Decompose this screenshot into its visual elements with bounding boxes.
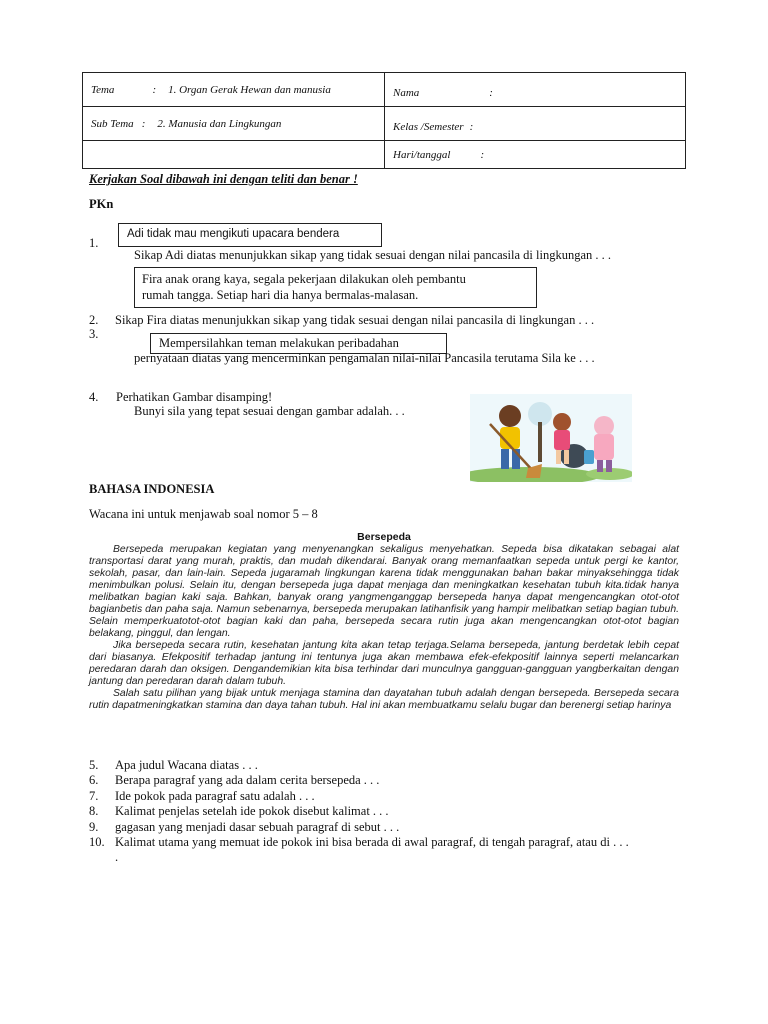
q4-number: 4. (89, 390, 99, 404)
nama-colon: : (489, 86, 493, 99)
passage-paragraph-3: Salah satu pilihan yang bijak untuk menjaga stamina dan dayatahan tubuh adalah dengan bersepeda. Bersepeda secara rutin dapatmeningkatkan stamina dan daya tahan tubuh. Hal ini akan membuatkamu selalu bugar dan berenergi setiap harinya (89, 688, 679, 711)
girl-leg-right (564, 450, 569, 464)
children-cleaning-illustration (470, 394, 632, 482)
question-6 (89, 773, 689, 788)
q2-statement-line1: Fira anak orang kaya, segala pekerjaan dilakukan oleh pembantu (142, 272, 466, 286)
tree-trunk (538, 422, 542, 462)
tema-label: Tema (91, 83, 115, 96)
question-text: Kalimat penjelas setelah ide pokok disebut kalimat . . . (115, 804, 389, 819)
q3-text: pernyataan diatas yang mencerminkan pengamalan nilai-nilai Pancasila terutama Sila ke . . . (134, 351, 595, 365)
question-text: . (115, 850, 119, 865)
boy-leg-left (501, 449, 509, 469)
question-number (89, 850, 115, 865)
q1-text: Sikap Adi diatas menunjukkan sikap yang tidak sesuai dengan nilai pancasila di lingkungan . . . (134, 248, 611, 262)
hijab-girl-head (594, 416, 614, 436)
bahasa-intro: Wacana ini untuk menjawab soal nomor 5 – 8 (89, 507, 318, 521)
question-8 (89, 804, 689, 819)
subtema-value: 2. Manusia dan Lingkungan (157, 117, 282, 130)
question-number: 8. (89, 804, 99, 819)
q3-number: 3. (89, 327, 99, 341)
kelas-cell[interactable] (385, 107, 686, 141)
passage-title: Bersepeda (357, 531, 411, 543)
kelas-colon: : (469, 120, 474, 133)
question-5 (89, 758, 689, 773)
nama-label: Nama (393, 86, 420, 99)
passage-paragraph-1: Bersepeda merupakan kegiatan yang menyenangkan sekaligus menyehatkan. Sepeda bisa dikatakan sebagai alat transportasi darat yang murah, praktis, dan mudah dikendarai. Banyak orang memanfaatkan sepeda untuk pergi ke kantor, sekolah, pasar, dan lain-lain. Sepeda jugaramah lingkungan karena tidak menggunakan bahan bakar minyaksehingga tidak menimbulkan polusi. Selain itu, dengan bersepeda juga dapat menjaga dan meningkatkan kesehatan tubuh kita.tidak hanya melibatkan bagian kaki saja. Bahkan, banyak orang yangmenganggap bersepeda hanya dapat mengencangkan otot-otot bagianbetis dan paha saja. Namun sebenarnya, bersepeda merupakan latihanfisik yang hampir melibatkan setiap bagian tubuh. Selain memperkuatotot-otot bagian kaki dan paha, bersepeda secara rutin juga akan mengencangkan otot-otot bagian belakang, pinggul, dan lengan. (89, 544, 679, 639)
passage-body (89, 544, 679, 712)
hijab-girl-dress (594, 434, 614, 460)
hijab-girl-leg-left (597, 460, 603, 472)
q1-statement-box (118, 223, 382, 247)
question-text: Kalimat utama yang memuat ide pokok ini bisa berada di awal paragraf, di tengah paragraf, atau di . . . (115, 835, 629, 850)
nama-cell[interactable] (385, 73, 686, 107)
q3-statement: Mempersilahkan teman melakukan peribadahan (159, 336, 399, 350)
hari-colon: : (480, 148, 485, 161)
q4-text2: Bunyi sila yang tepat sesuai dengan gambar adalah. . . (134, 404, 405, 418)
passage-paragraph-2: Jika bersepeda secara rutin, kesehatan jantung kita akan tetap terjaga.Selama bersepeda, jantung berdetak lebih cepat dari biasanya. Efekpositif terhadap jantung ini tentunya juga akan membawa efek-efekpositif lainnya seperti melancarkan peredaran darah dan oksigen. Dengandemikian kita bisa terhindar dari munculnya gangguan-gangguan yangberkaitan dengan jantung dan peredaran darah dalam tubuh. (89, 640, 679, 687)
subtema-colon: : (141, 117, 146, 130)
question-9 (89, 820, 689, 835)
q1-number: 1. (89, 236, 99, 250)
question-number: 9. (89, 819, 99, 834)
q4-text1: Perhatikan Gambar disamping! (116, 390, 273, 404)
question-number: 10. (89, 835, 105, 850)
question-7 (89, 789, 689, 804)
q2-statement-box (134, 267, 537, 308)
hijab-girl-leg-right (606, 460, 612, 472)
pkn-heading: PKn (89, 197, 114, 211)
instruction-text: Kerjakan Soal dibawah ini dengan teliti dan benar ! (89, 172, 358, 186)
question-text: Apa judul Wacana diatas . . . (115, 758, 258, 772)
girl-dress (554, 430, 570, 450)
question-list (89, 758, 689, 866)
question-number: 6. (89, 773, 99, 788)
empty-cell (83, 141, 385, 169)
bahasa-heading: BAHASA INDONESIA (89, 482, 215, 496)
tema-cell (83, 73, 385, 107)
question-10-continuation (89, 850, 689, 865)
q2-number: 2. (89, 313, 99, 327)
hari-label: Hari/tanggal (393, 148, 451, 161)
question-text: Ide pokok pada paragraf satu adalah . . . (115, 788, 315, 803)
q1-statement: Adi tidak mau mengikuti upacara bendera (127, 228, 340, 240)
subtema-cell (83, 107, 385, 141)
question-number: 5. (89, 758, 99, 772)
question-text: Berapa paragraf yang ada dalam cerita bersepeda . . . (115, 773, 380, 788)
hari-cell[interactable] (385, 141, 686, 169)
identity-table (82, 72, 686, 169)
girl-leg-left (556, 450, 561, 464)
q2-text: Sikap Fira diatas menunjukkan sikap yang tidak sesuai dengan nilai pancasila di lingkungan . . . (115, 313, 595, 327)
boy-head (499, 405, 521, 427)
question-text: gagasan yang menjadi dasar sebuah paragraf di sebut . . . (115, 819, 400, 834)
subtema-label: Sub Tema (91, 117, 134, 130)
question-10 (89, 835, 689, 850)
kelas-label: Kelas /Semester (393, 120, 464, 133)
dustpan (584, 450, 594, 464)
q2-statement-line2: rumah tangga. Setiap hari dia hanya bermalas-malasan. (142, 288, 419, 302)
tema-value: 1. Organ Gerak Hewan dan manusia (168, 83, 331, 96)
girl-head (553, 413, 571, 431)
question-number: 7. (89, 788, 99, 803)
tema-colon: : (152, 83, 157, 96)
